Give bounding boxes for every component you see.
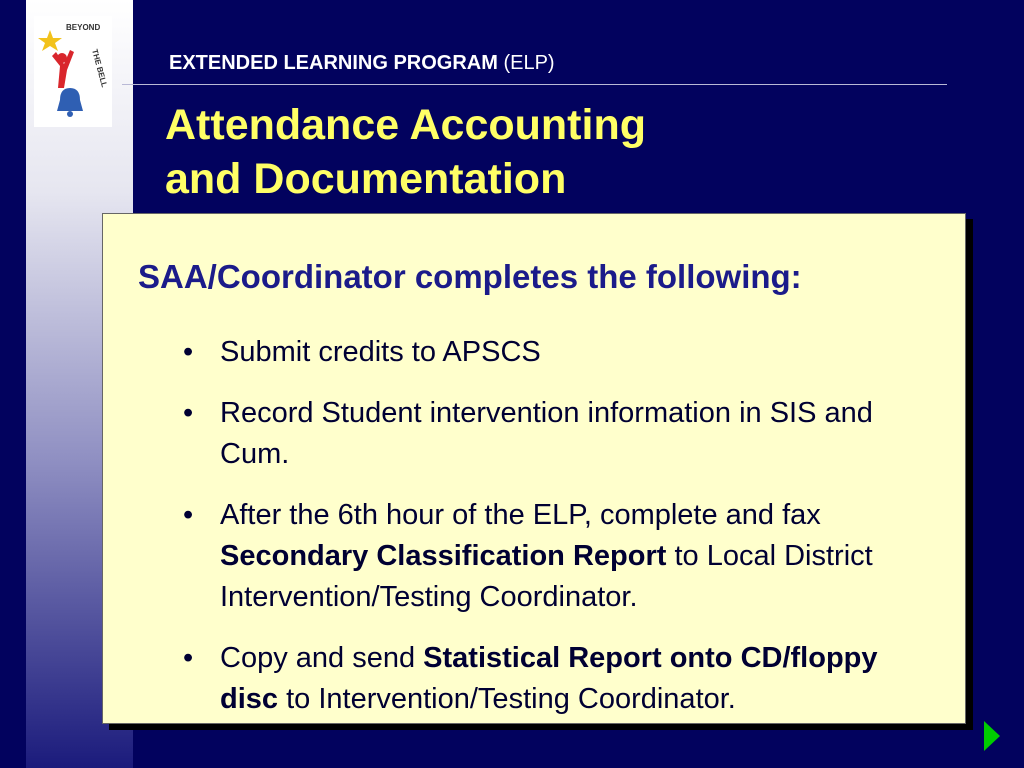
- list-item: [183, 332, 943, 373]
- slide-title: [165, 98, 646, 206]
- next-arrow-icon: [982, 719, 1002, 753]
- bullet-text-before: Copy and send: [220, 642, 416, 674]
- next-slide-button[interactable]: [982, 719, 1002, 753]
- bullet-text-bold: Statistical Report onto CD/floppy disc: [220, 642, 878, 715]
- bullet-icon: •: [183, 642, 194, 674]
- bullet-text-after: to Local District Intervention/Testing Coordinator.: [220, 540, 873, 613]
- bullet-text-after: to Intervention/Testing Coordinator.: [286, 683, 736, 715]
- program-title: [169, 52, 555, 75]
- logo-bell-icon: [57, 88, 83, 111]
- content-heading: SAA/Coordinator completes the following:: [138, 258, 802, 295]
- logo-text-thebell: THE BELL: [90, 48, 109, 89]
- logo-graphic: [34, 16, 112, 127]
- list-item: [183, 495, 943, 618]
- beyond-the-bell-logo: [34, 16, 112, 127]
- slide-title-line-2: and Documentation: [165, 155, 567, 203]
- bullet-list: [183, 332, 943, 740]
- program-title-suffix: (ELP): [503, 52, 555, 74]
- program-title-bold: EXTENDED LEARNING PROGRAM: [169, 52, 498, 74]
- bullet-icon: •: [183, 336, 194, 368]
- list-item: [183, 638, 943, 720]
- bullet-icon: •: [183, 499, 194, 531]
- bullet-icon: •: [183, 397, 194, 429]
- header-divider: [122, 84, 947, 85]
- bullet-text: Submit credits to APSCS: [220, 336, 541, 368]
- bullet-text: Record Student intervention information in SIS and Cum.: [220, 397, 873, 470]
- logo-star-icon: [38, 30, 62, 51]
- bullet-text-bold: Secondary Classification Report: [220, 540, 667, 572]
- list-item: [183, 393, 943, 475]
- bullet-text-before: After the 6th hour of the ELP, complete and fax: [220, 499, 821, 531]
- slide-title-line-1: Attendance Accounting: [165, 101, 646, 149]
- logo-text-beyond: BEYOND: [66, 23, 101, 32]
